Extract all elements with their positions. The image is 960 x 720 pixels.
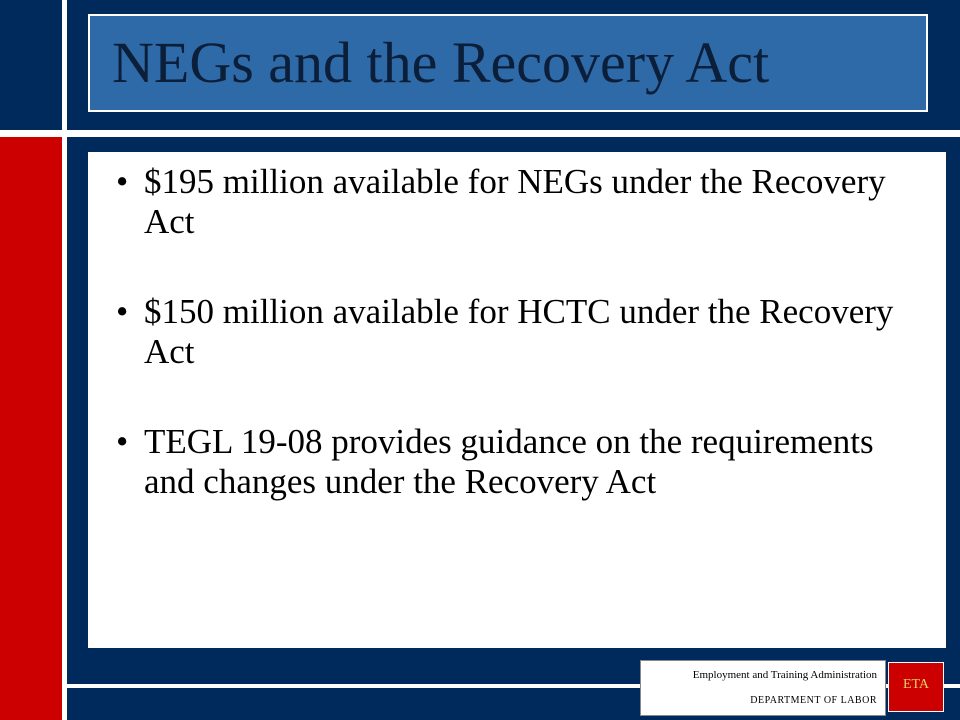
eta-badge-label: ETA (902, 677, 930, 692)
bullet-icon: • (116, 162, 129, 201)
bullet-text: TEGL 19-08 provides guidance on the requirements and changes under the Recovery Act (144, 422, 874, 501)
left-navy-block (0, 0, 62, 130)
footer-agency: Employment and Training Administration (692, 669, 877, 681)
eta-badge (888, 662, 944, 712)
footer-agency-box (640, 660, 886, 716)
footer-department: DEPARTMENT OF LABOR (750, 695, 877, 706)
bullet-text: $195 million available for NEGs under the Recovery Act (144, 162, 886, 241)
slide-title: NEGs and the Recovery Act (112, 30, 770, 95)
horizontal-divider (0, 130, 960, 137)
content-panel (88, 152, 946, 648)
bullet-item (116, 292, 916, 372)
vertical-divider (62, 0, 67, 720)
title-box (88, 14, 928, 112)
bullet-list (116, 162, 916, 552)
bullet-icon: • (116, 292, 129, 331)
bullet-text: $150 million available for HCTC under the Recovery Act (144, 292, 894, 371)
bullet-item (116, 162, 916, 242)
bullet-item (116, 422, 916, 502)
left-red-band (0, 137, 62, 720)
bullet-icon: • (116, 422, 129, 461)
